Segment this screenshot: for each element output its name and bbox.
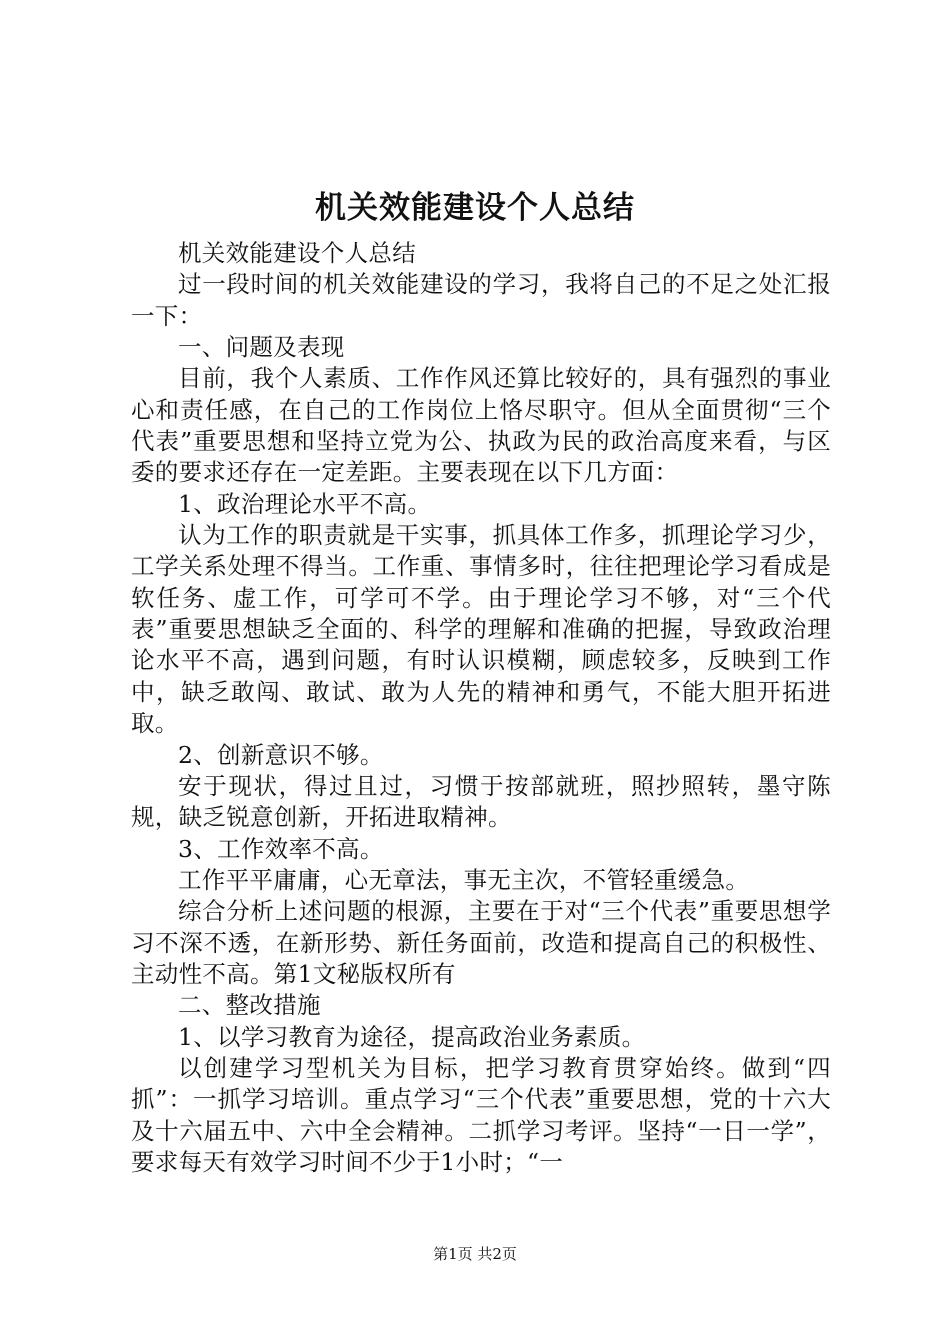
section-heading: 二、整改措施 [178,991,321,1020]
paragraph: 认为工作的职责就是干实事，抓具体工作多，抓理论学习少，工学关系处理不得当。工作重、事情多时，往往把理论学习看成是软任务、虚工作，可学可不学。由于理论学习不够，对“三个代表”重要思想缺乏全面的、科学的理解和准确的把握，导致政治理论水平不高，遇到问题，有时认识模糊，顾虑较多，反映到工作中，缺乏敢闯、敢试、敢为人先的精神和勇气，不能大胆开拓进取。 [131,521,831,738]
paragraph: 过一段时间的机关效能建设的学习，我将自己的不足之处汇报一下： [131,270,831,330]
subsection-heading: 1、以学习教育为途径，提高政治业务素质。 [178,1022,646,1051]
page-footer: 第1页 共2页 [433,1245,517,1263]
document-body [131,238,831,1178]
subsection-heading: 3、工作效率不高。 [178,834,384,863]
subsection-heading: 1、政治理论水平不高。 [178,489,432,518]
subsection-heading: 2、创新意识不够。 [178,740,384,769]
section-heading: 一、问题及表现 [178,333,345,362]
document-title: 机关效能建设个人总结 [315,190,635,226]
paragraph: 综合分析上述问题的根源，主要在于对“三个代表”重要思想学习不深不透，在新形势、新任务面前，改造和提高自己的积极性、主动性不高。第1文秘版权所有 [131,897,831,988]
paragraph: 目前，我个人素质、工作作风还算比较好的，具有强烈的事业心和责任感，在自己的工作岗位上恪尽职守。但从全面贯彻“三个代表”重要思想和坚持立党为公、执政为民的政治高度来看，与区委的要求还存在一定差距。主要表现在以下几方面： [131,364,831,487]
paragraph: 安于现状，得过且过，习惯于按部就班，照抄照转，墨守陈规，缺乏锐意创新，开拓进取精神。 [131,771,831,832]
paragraph: 机关效能建设个人总结 [178,239,416,267]
paragraph: 工作平平庸庸，心无章法，事无主次，不管轻重缓急。 [178,865,750,894]
paragraph: 以创建学习型机关为目标，把学习教育贯穿始终。做到“四抓”：一抓学习培训。重点学习“三个代表”重要思想，党的十六大及十六届五中、六中全会精神。二抓学习考评。坚持“一日一学”，要求每天有效学习时间不少于1小时；“一 [131,1053,831,1176]
